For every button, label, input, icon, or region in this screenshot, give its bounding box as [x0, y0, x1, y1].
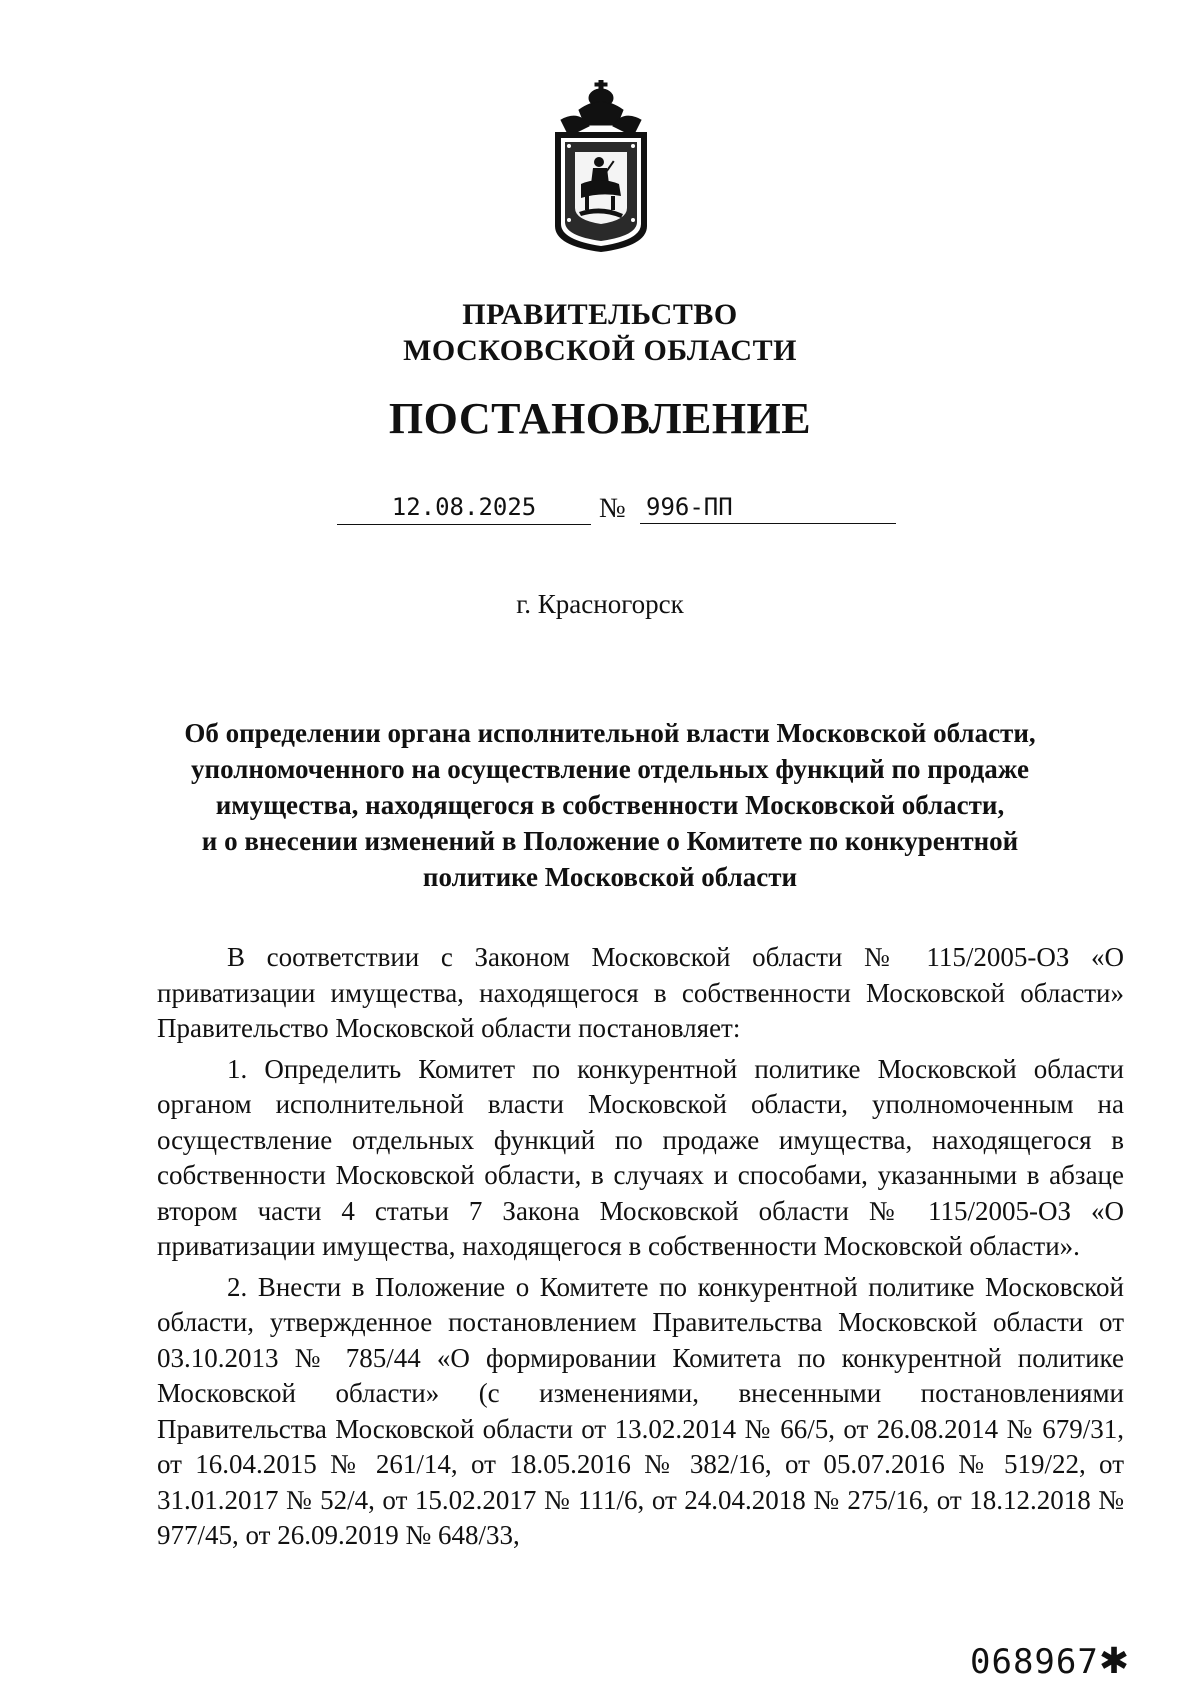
preamble-paragraph: В соответствии с Законом Московской области № 115/2005-ОЗ «О приватизации имущества, находящегося в собственности Московской области» Правительство Московской области постановляет:: [157, 942, 1124, 1043]
government-name-line1: ПРАВИТЕЛЬСТВО: [462, 298, 738, 331]
number-sign: №: [599, 493, 626, 524]
heading-line: уполномоченного на осуществление отдельных функций по продаже: [191, 754, 1029, 784]
serial-number: 068967: [970, 1642, 1099, 1682]
document-number: 996-ПП: [646, 493, 733, 521]
coat-of-arms-icon: [549, 80, 653, 254]
heading-line: политике Московской области: [422, 862, 798, 892]
form-serial-number: [970, 1642, 1130, 1682]
document-number-field: [640, 490, 896, 524]
heading-line: и о внесении изменений в Положение о Комитете по конкурентной: [201, 826, 1019, 856]
city: г. Красногорск: [516, 589, 684, 619]
document-heading: [150, 715, 1070, 895]
paragraph-item-1: 1. Определить Комитет по конкурентной политике Московской области органом исполнительной власти Московской области, уполномоченным на осуществление отдельных функций по продаже имущества, находящегося в собственности Московской области, в случаях и способами, указанными в абзаце втором части 4 статьи 7 Закона Московской области № 115/2005-ОЗ «О приватизации имущества, находящегося в собственности Московской области».: [157, 1053, 1124, 1261]
government-name-line2: МОСКОВСКОЙ ОБЛАСТИ: [403, 334, 797, 367]
heading-line: имущества, находящегося в собственности Московской области,: [215, 790, 1005, 820]
heading-line: Об определении органа исполнительной власти Московской области,: [184, 718, 1036, 748]
document-body: [157, 940, 1124, 1559]
document-type: ПОСТАНОВЛЕНИЕ: [388, 394, 812, 443]
paragraph-item-2: 2. Внести в Положение о Комитете по конкурентной политике Московской области, утвержденное постановлением Правительства Московской области от 03.10.2013 № 785/44 «О формировании Комитета по конкурентной политике Московской области» (с изменениями, внесенными постановлениями Правительства Московской области от 13.02.2014 № 66/5, от 26.08.2014 № 679/31, от 16.04.2015 № 261/14, от 18.05.2016 № 382/16, от 05.07.2016 № 519/22, от 31.01.2017 № 52/4, от 15.02.2017 № 111/6, от 24.04.2018 № 275/16, от 18.12.2018 № 977/45, от 26.09.2019 № 648/33,: [157, 1271, 1124, 1550]
document-date: 12.08.2025: [337, 490, 591, 525]
asterisk-icon: ✱: [1098, 1641, 1130, 1682]
